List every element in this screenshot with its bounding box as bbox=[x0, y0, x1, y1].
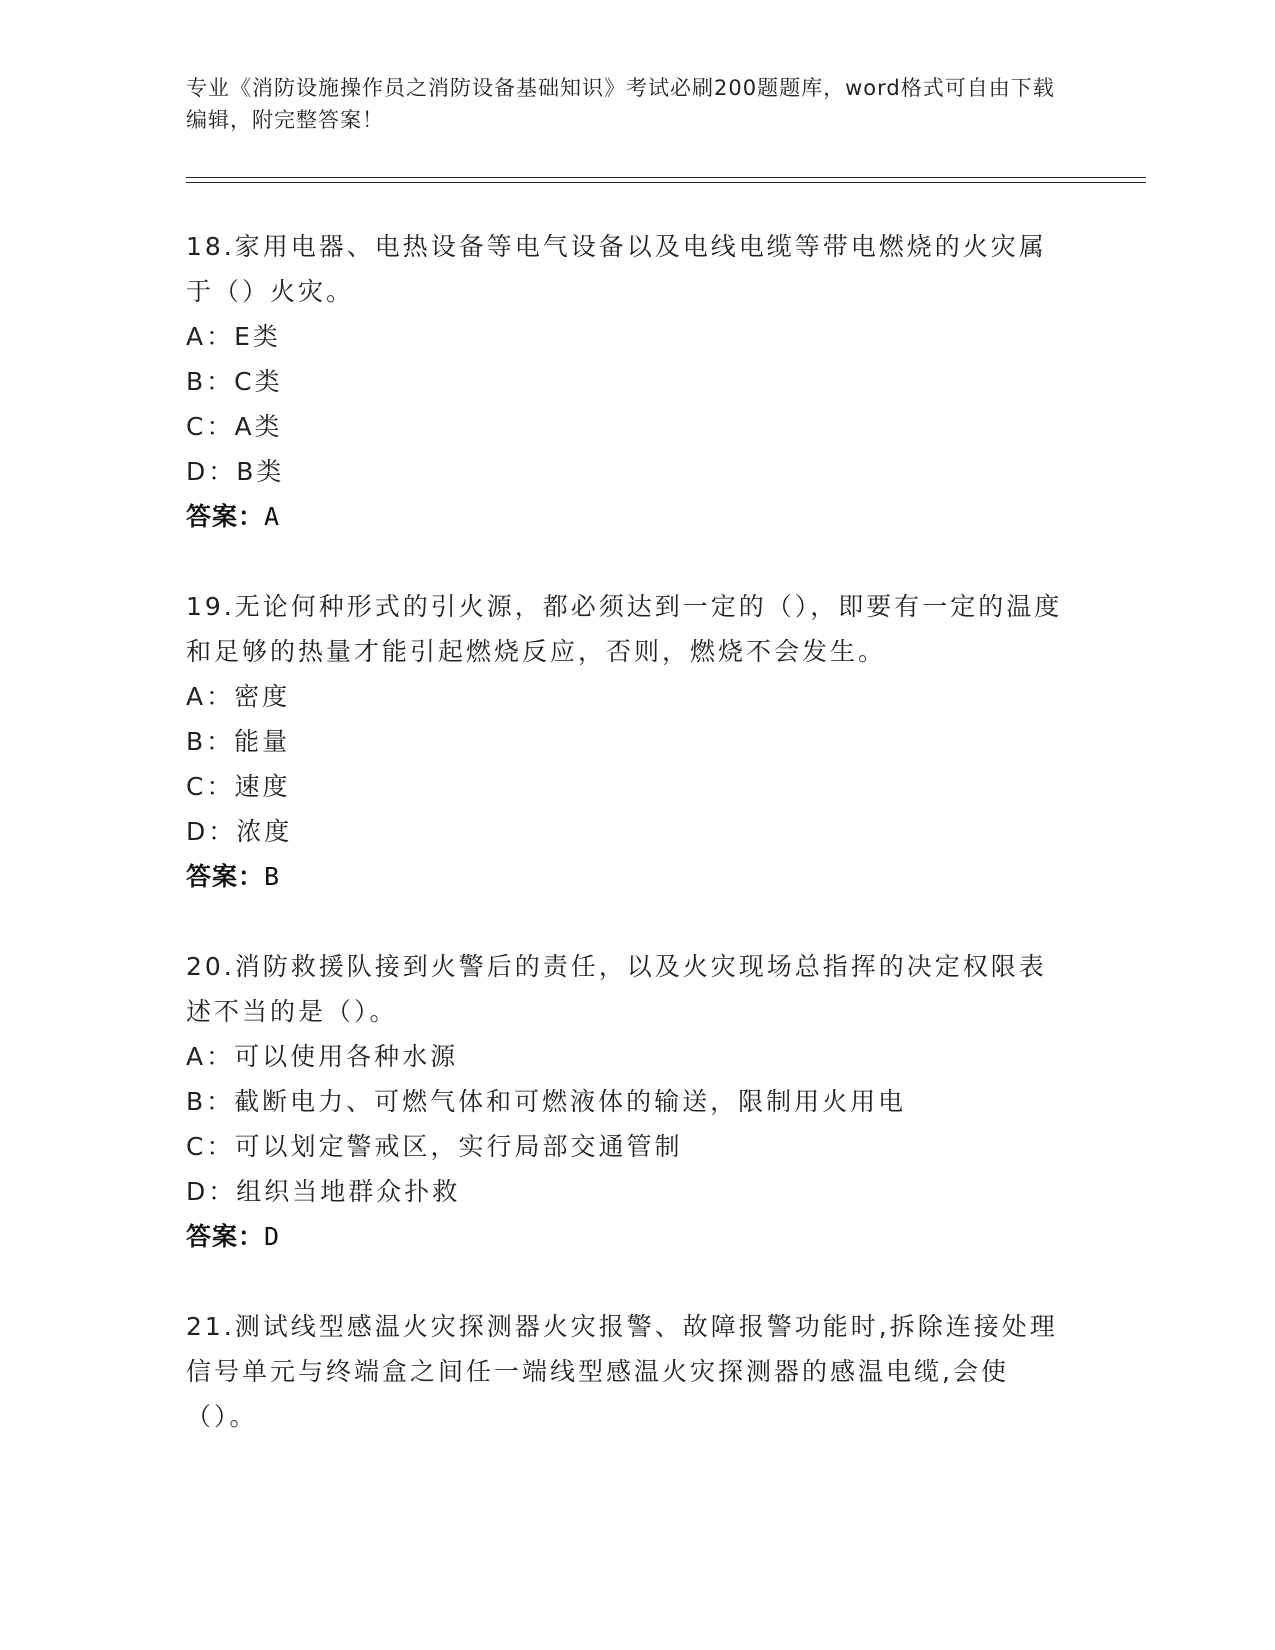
question-text: 20.消防救援队接到火警后的责任，以及火灾现场总指挥的决定权限表述不当的是（）。 bbox=[186, 952, 1047, 1026]
option-d: D：B类 bbox=[186, 457, 285, 486]
question-text: 19.无论何种形式的引火源，都必须达到一定的（），即要有一定的温度和足够的热量才能引起燃烧反应，否则，燃烧不会发生。 bbox=[186, 592, 1063, 666]
answer-value: A bbox=[264, 502, 281, 531]
answer-label: 答案： bbox=[186, 502, 265, 531]
option-d: D：组织当地群众扑救 bbox=[186, 1177, 461, 1206]
question-18 bbox=[186, 224, 1066, 539]
option-a: A：E类 bbox=[186, 322, 281, 351]
option-c: C：A类 bbox=[186, 412, 283, 441]
option-c: C：速度 bbox=[186, 772, 291, 801]
answer-value: B bbox=[264, 862, 281, 891]
option-b: B：截断电力、可燃气体和可燃液体的输送，限制用火用电 bbox=[186, 1087, 907, 1116]
question-text: 18.家用电器、电热设备等电气设备以及电线电缆等带电燃烧的火灾属于（）火灾。 bbox=[186, 232, 1047, 306]
document-header: 专业《消防设施操作员之消防设备基础知识》考试必刷200题题库，word格式可自由下载编辑，附完整答案！ bbox=[186, 76, 1055, 132]
question-21 bbox=[186, 1304, 1066, 1439]
option-d: D：浓度 bbox=[186, 817, 293, 846]
option-a: A：可以使用各种水源 bbox=[186, 1042, 459, 1071]
answer-label: 答案： bbox=[186, 862, 265, 891]
question-text: 21.测试线型感温火灾探测器火灾报警、故障报警功能时,拆除连接处理信号单元与终端盒之间任一端线型感温火灾探测器的感温电缆,会使（）。 bbox=[186, 1312, 1058, 1431]
question-19 bbox=[186, 584, 1066, 899]
answer-line bbox=[186, 854, 1066, 899]
option-b: B：能量 bbox=[186, 727, 291, 756]
answer-line bbox=[186, 1214, 1066, 1259]
option-c: C：可以划定警戒区，实行局部交通管制 bbox=[186, 1132, 683, 1161]
answer-label: 答案： bbox=[186, 1222, 265, 1251]
answer-line bbox=[186, 494, 1066, 539]
header-divider bbox=[186, 177, 1146, 183]
option-b: B：C类 bbox=[186, 367, 283, 396]
answer-value: D bbox=[264, 1222, 281, 1251]
option-a: A：密度 bbox=[186, 682, 291, 711]
question-20 bbox=[186, 944, 1066, 1259]
